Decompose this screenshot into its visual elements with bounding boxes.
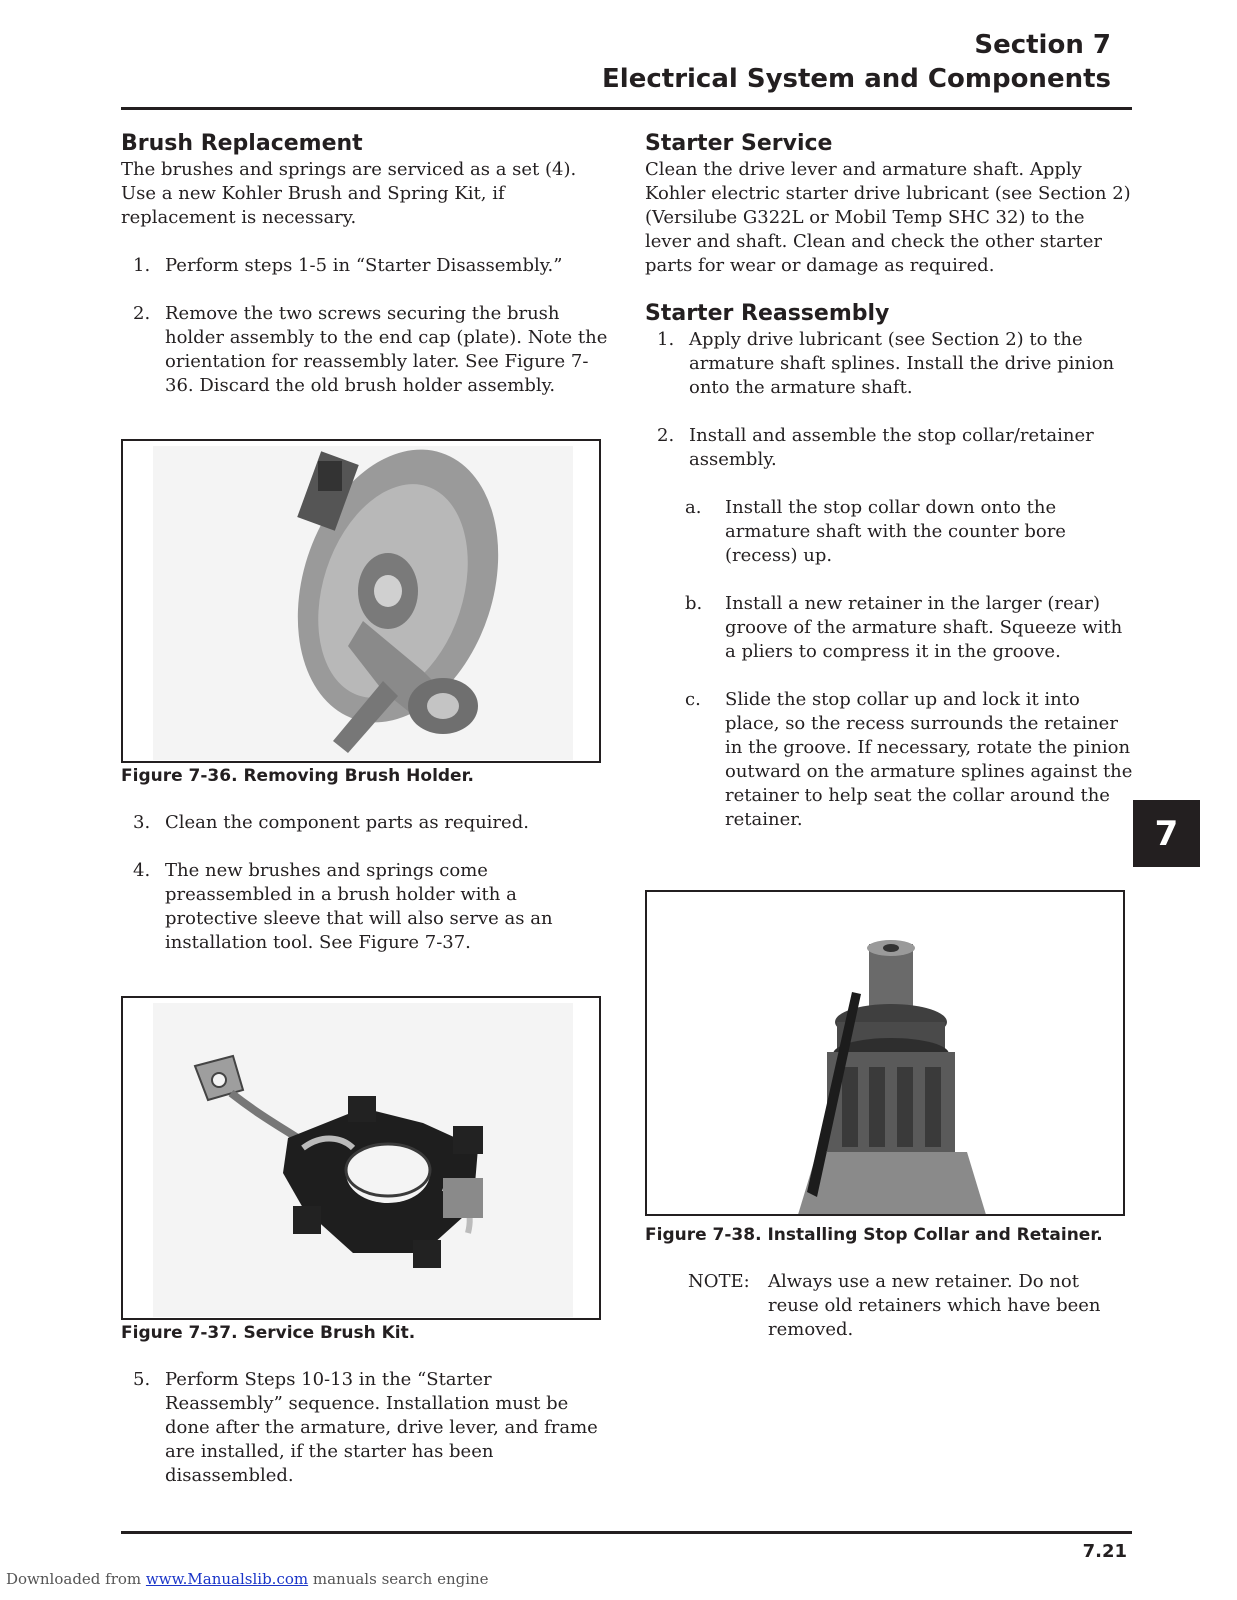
substep-letter: c. — [685, 689, 701, 710]
footer-rule — [121, 1531, 1132, 1534]
note-label: NOTE: — [688, 1271, 750, 1292]
step-number: 4. — [133, 860, 151, 881]
starter-service-text: Clean the drive lever and armature shaft. Apply Kohler electric starter drive lubricant (see Section 2) (Versilube G322L or Mobil Temp SHC 32) to the lever and shaft. Clean and check the other starter parts for wear or damage as required. — [645, 159, 1131, 276]
substep-letter: b. — [685, 593, 703, 614]
substep-item — [645, 496, 1133, 568]
substep-text: Slide the stop collar up and lock it into place, so the recess surrounds the retainer in the groove. If necessary, rotate the pinion outward on the armature splines against the retainer to help seat the collar around the retainer. — [725, 689, 1133, 830]
header-rule — [121, 107, 1132, 110]
page-number: 7.21 — [1082, 1541, 1127, 1562]
note-text: Always use a new retainer. Do not reuse old retainers which have been removed. — [768, 1271, 1101, 1340]
figure-7-36-caption: Figure 7-36. Removing Brush Holder. — [121, 766, 475, 786]
figure-7-37-caption: Figure 7-37. Service Brush Kit. — [121, 1323, 416, 1343]
step-number: 5. — [133, 1369, 151, 1390]
note-block — [645, 1270, 1133, 1342]
step-item — [645, 424, 1133, 472]
step-item — [121, 859, 611, 955]
manualslib-link[interactable]: www.Manualslib.com — [145, 1570, 309, 1588]
left-column — [121, 130, 611, 1488]
brush-intro: The brushes and springs are serviced as a set (4). Use a new Kohler Brush and Spring Kit, if replacement is necessary. — [121, 159, 577, 228]
section-tab: 7 — [1133, 800, 1200, 867]
step-item — [121, 1368, 611, 1488]
substep-text: Install the stop collar down onto the armature shaft with the counter bore (recess) up. — [725, 497, 1066, 566]
step-item — [645, 328, 1133, 400]
stop-collar-photo — [647, 892, 1125, 1216]
figure-7-38-photo — [645, 890, 1125, 1216]
step-number: 2. — [657, 425, 675, 446]
step-text: Install and assemble the stop collar/retainer assembly. — [689, 425, 1094, 470]
step-text: Clean the component parts as required. — [165, 812, 529, 833]
figure-7-36-photo — [121, 439, 601, 763]
step-item — [121, 811, 611, 835]
brush-holder-photo — [123, 441, 601, 763]
substep-item — [645, 592, 1133, 664]
substep-letter: a. — [685, 497, 702, 518]
figure-7-38-caption: Figure 7-38. Installing Stop Collar and Retainer. — [645, 1225, 1103, 1245]
step-text: The new brushes and springs come preassembled in a brush holder with a protective sleeve that will also serve as an installation tool. See Figure 7-37. — [165, 860, 553, 953]
starter-reassembly-heading: Starter Reassembly — [645, 301, 890, 326]
footer-prefix: Downloaded from — [6, 1570, 146, 1588]
step-item — [121, 254, 611, 278]
brush-replacement-heading: Brush Replacement — [121, 131, 363, 156]
section-label: Section 7 — [974, 30, 1111, 60]
step-text: Perform Steps 10-13 in the “Starter Reassembly” sequence. Installation must be done after the armature, drive lever, and frame are installed, if the starter has been disassembled. — [165, 1369, 598, 1486]
substep-item — [645, 688, 1133, 832]
footer-suffix: manuals search engine — [308, 1570, 489, 1588]
right-column — [645, 130, 1133, 1342]
step-number: 1. — [657, 329, 675, 350]
brush-kit-photo — [123, 998, 601, 1320]
substep-text: Install a new retainer in the larger (rear) groove of the armature shaft. Squeeze with a pliers to compress it in the groove. — [725, 593, 1123, 662]
step-number: 2. — [133, 303, 151, 324]
step-text: Remove the two screws securing the brush holder assembly to the end cap (plate). Note the orientation for reassembly later. See Figure 7-36. Discard the old brush holder assembly. — [165, 303, 608, 396]
step-item — [121, 302, 611, 398]
step-number: 1. — [133, 255, 151, 276]
step-text: Apply drive lubricant (see Section 2) to the armature shaft splines. Install the drive pinion onto the armature shaft. — [689, 329, 1115, 398]
figure-7-37-photo — [121, 996, 601, 1320]
step-text: Perform steps 1-5 in “Starter Disassembly.” — [165, 255, 563, 276]
step-number: 3. — [133, 812, 151, 833]
starter-service-heading: Starter Service — [645, 131, 833, 156]
download-footer — [6, 1570, 489, 1588]
section-title: Electrical System and Components — [602, 64, 1111, 94]
